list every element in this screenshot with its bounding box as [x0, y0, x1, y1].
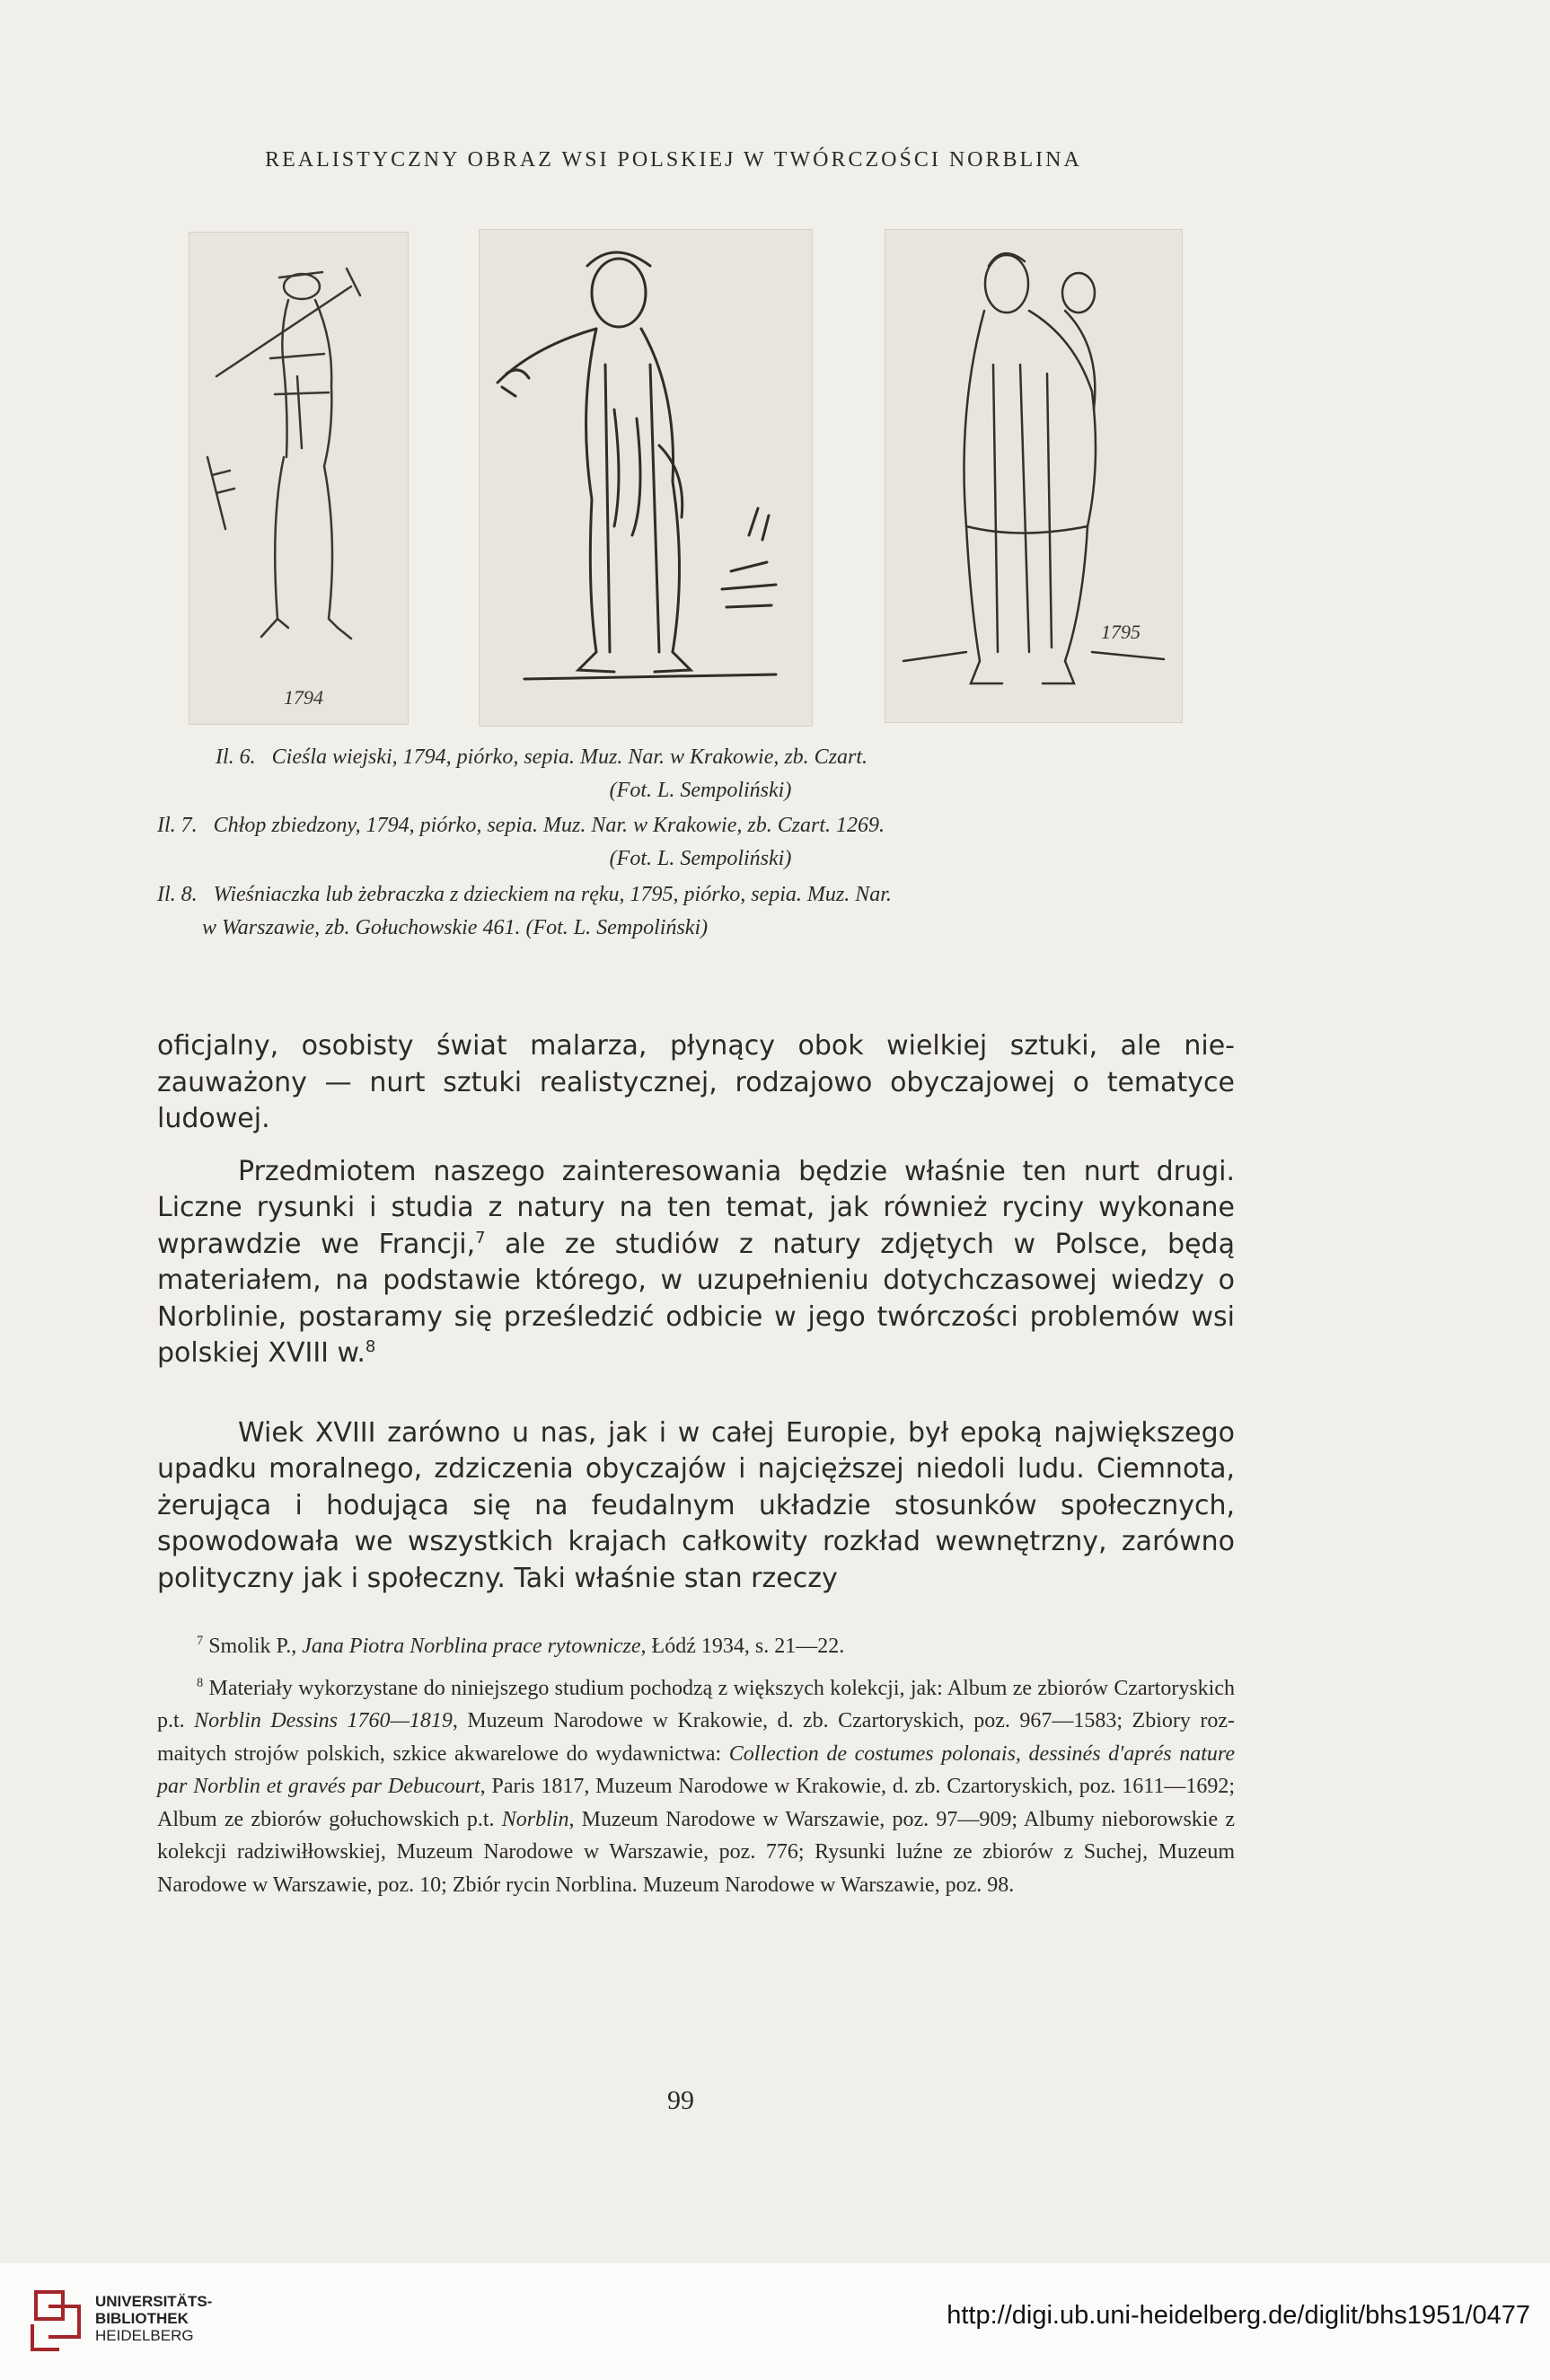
- sketch-peasant-icon: [480, 230, 812, 726]
- caption-credit: (Fot. L. Sempoliński): [609, 847, 792, 870]
- caption-credit: (Fot. L. Sempoliński): [609, 779, 792, 802]
- caption-il7: [157, 809, 1244, 876]
- figure-date: 1794: [284, 686, 323, 709]
- caption-text: Wieśniaczka lub żebraczka z dzieckiem na ręku, 1795, piórko, sepia. Muz. Nar.: [213, 883, 892, 906]
- caption-label: Il. 8.: [157, 883, 198, 906]
- running-header: REALISTYCZNY OBRAZ WSI POLSKIEJ W TWÓRCZOŚCI NORBLINA: [265, 148, 1082, 172]
- caption-text: Cieśla wiejski, 1794, piórko, sepia. Muz. Nar. w Krakowie, zb. Czart.: [271, 745, 868, 769]
- footnote-ref: 7: [475, 1228, 486, 1247]
- footnote-ref: 8: [365, 1337, 376, 1356]
- figure-date: 1795: [1101, 621, 1140, 643]
- page-number: 99: [667, 2085, 694, 2115]
- footnote-8: $^8$ Materiały wykorzystane do niniejszego studium pochodzą z większych kolekcji, jak: Album ze zbiorów Czartoryskich p.t. Norblin Dessins 1760—1819, Muzeum Narodowe w Krakowie, d. zb. Czartoryskich, poz. 967—1583; Zbiory rozmaitych strojów polskich, szkice akwarelowe do wydawnictwa: Collection de costumes polonais, dessinés d'aprés nature par Norblin et gravés par Debucourt, Paris 1817, Muzeum Narodowe w Krakowie, d. zb. Czartoryskich, poz. 1611—1692; Album ze zbiorów gołuchowskich p.t. Norblin, Muzeum Narodowe w Warszawie, poz. 97—909; Albumy nieborowskie z kolekcji radziwiłłowskiej, Muzeum Narodowe w Warszawie, poz. 776; Rysunki luźne ze zbiorów z Suchej, Muzeum Narodowe w Warszawie, poz. 10; Zbiór rycin Norblina. Muzeum Narodowe w Warszawie, poz. 98.: [157, 1675, 1235, 1897]
- ub-heidelberg-logo-icon[interactable]: [27, 2288, 90, 2353]
- caption-label: Il. 6.: [216, 745, 256, 769]
- footnote-7: $^7$ Smolik P., Jana Piotra Norblina prace rytownicze, Łódź 1934, s. 21—22.: [197, 1634, 845, 1658]
- source-url-link[interactable]: http://digi.ub.uni-heidelberg.de/diglit/bhs1951/0477: [947, 2301, 1530, 2330]
- caption-label: Il. 7.: [157, 814, 198, 837]
- caption-text-cont: w Warszawie, zb. Gołuchowskie 461. (Fot. L. Sempoliński): [202, 916, 709, 939]
- caption-text: Chłop zbiedzony, 1794, piórko, sepia. Muz. Nar. w Krakowie, zb. Czart. 1269.: [213, 814, 885, 837]
- figure-peasant: [479, 229, 813, 727]
- figure-carpenter: [189, 232, 409, 725]
- footnotes: [157, 1630, 1235, 1901]
- paragraph: Przedmiotem naszego zainteresowania będzie właśnie ten nurt drugi. Liczne rysunki i studia z natury na ten temat, jak również ryciny wykonane wprawdzie we Francji,$^7$ ale ze studiów z natury zdjętych w Polsce, będą materiałem, na podstawie którego, w uzupełnieniu dotychczasowej wiedzy o Norblinie, postaramy się prześledzić odbicie w jego twórczości problemów wsi polskiej XVIII w.$^8$: [157, 1155, 1235, 1369]
- caption-il8: [157, 878, 1244, 945]
- sketch-peasant-woman-icon: [885, 230, 1182, 722]
- sketch-carpenter-icon: [189, 233, 408, 724]
- paragraph: Wiek XVIII zarówno u nas, jak i w całej Europie, był epoką największego upadku moralnego, zdziczenia obyczajów i najcięższej niedoli ludu. Ciemnota, żerująca i hodująca się na feudalnym układzie stosunków społecznych, spowodowała we wszystkich krajach całkowity rozkład wewnętrzny, zarówno polityczny jak i społeczny. Taki właśnie stan rzeczy: [157, 1416, 1235, 1594]
- caption-il6: [157, 741, 1244, 807]
- body-text: [157, 1028, 1235, 1597]
- library-name: UNIVERSITÄTS- BIBLIOTHEK HEIDELBERG: [95, 2293, 213, 2344]
- figure-peasant-woman: [885, 229, 1183, 723]
- paragraph: oficjalny, osobisty świat malarza, płynący obok wielkiej sztuki, ale niezauważony — nurt sztuki realistycznej, rodzajowo obyczajowej o tematyce ludowej.: [157, 1030, 1235, 1134]
